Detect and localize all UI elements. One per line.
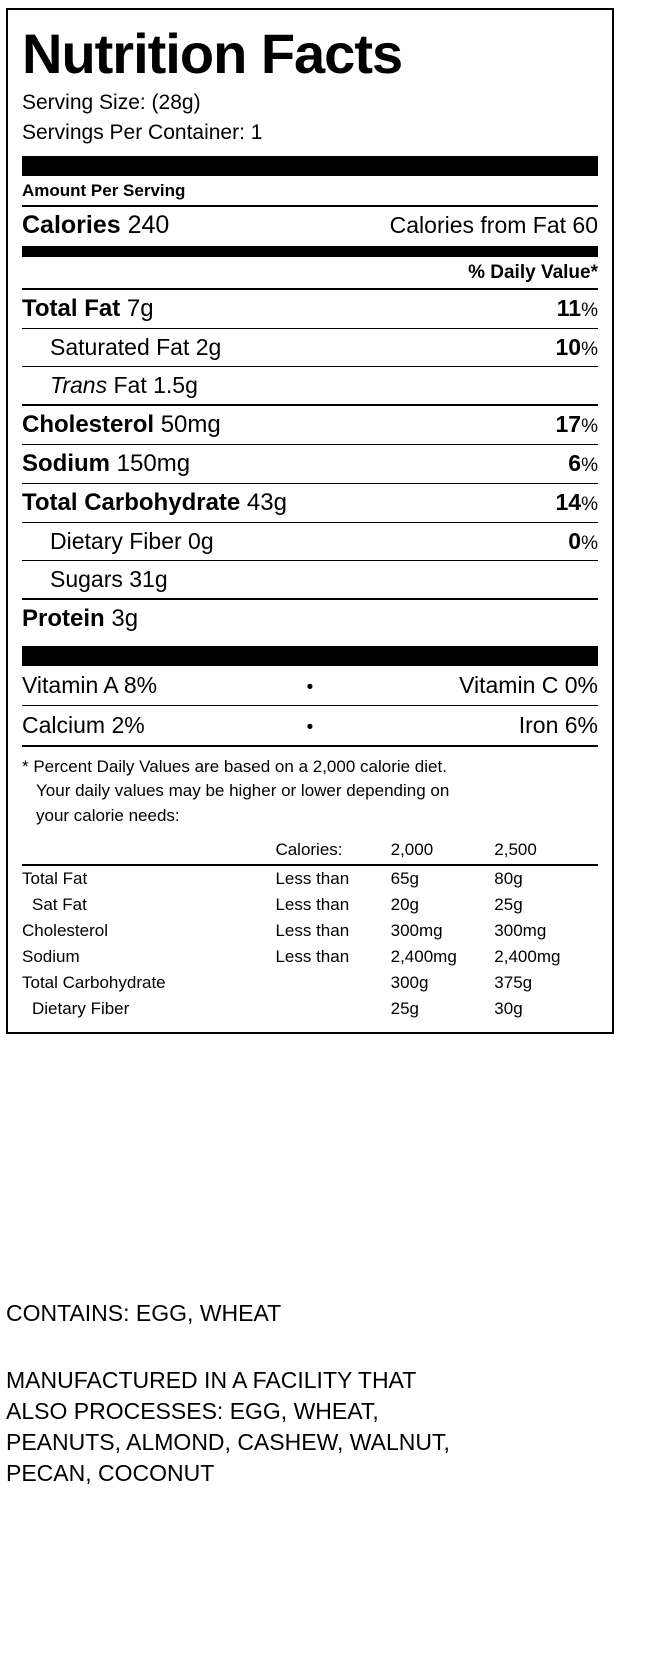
dv-row-label: Total Fat <box>22 868 88 888</box>
daily-value-footnote <box>22 747 598 831</box>
dv-row-label: Dietary Fiber <box>32 998 130 1018</box>
dv-row-2500: 300mg <box>494 920 547 940</box>
bullet-separator-icon: • <box>306 676 314 698</box>
table-row <box>22 865 598 892</box>
nutrient-name-cell <box>22 450 190 478</box>
serving-size: Serving Size: (28g) <box>22 91 201 114</box>
dv-row-2500: 30g <box>494 998 523 1018</box>
nutrient-name: Saturated Fat <box>50 333 190 360</box>
daily-values-table <box>22 837 598 1022</box>
vitamin-row-1 <box>22 666 598 705</box>
nutrient-amount: 3g <box>111 604 139 632</box>
nutrient-row-saturated-fat <box>22 329 598 366</box>
dv-row-2000: 65g <box>390 868 419 888</box>
nutrient-name-cell <box>22 295 154 323</box>
nutrient-name-cell <box>50 372 198 399</box>
nutrient-dv-cell <box>557 295 598 322</box>
calories-value: 240 <box>127 210 170 239</box>
dv-row-2500: 2,400mg <box>494 946 561 966</box>
nutrient-row-sodium <box>22 445 598 483</box>
nutrient-amount: 0g <box>188 527 214 554</box>
nutrient-row-sugars <box>22 561 598 598</box>
nutrient-dv: 0 <box>568 527 582 554</box>
nutrient-name: Protein <box>22 604 105 632</box>
nutrition-facts-panel <box>6 8 614 1034</box>
nutrient-dv-cell <box>568 450 598 477</box>
daily-value-header: % Daily Value* <box>468 261 598 283</box>
calories-row <box>22 207 598 246</box>
nutrient-name-cell <box>22 605 138 633</box>
calories-label: Calories <box>22 210 121 239</box>
nutrient-dv-cell <box>556 411 599 438</box>
nutrient-dv-cell <box>568 528 598 555</box>
nutrient-dv: 10 <box>555 333 582 360</box>
nutrient-amount: 31g <box>129 565 168 592</box>
facility-line-1: MANUFACTURED IN A FACILITY THAT <box>6 1367 417 1393</box>
vitamin-row-2 <box>22 706 598 745</box>
nutrient-dv: 6 <box>568 449 582 476</box>
nutrient-name: Dietary Fiber <box>50 527 182 554</box>
nutrient-row-protein <box>22 600 598 638</box>
dv-row-less: Less than <box>275 920 350 940</box>
nutrient-name-cell <box>50 334 221 361</box>
nutrient-dv: 11 <box>556 294 582 321</box>
dv-row-2500: 375g <box>494 972 533 992</box>
dv-header-2000: 2,000 <box>391 837 495 865</box>
nutrient-name: Total Fat <box>22 294 121 322</box>
dv-row-2500: 80g <box>494 868 523 888</box>
dv-row-label: Cholesterol <box>22 920 108 940</box>
percent-sign: % <box>581 338 598 360</box>
table-row <box>22 996 598 1022</box>
page-title: Nutrition Facts <box>22 22 403 85</box>
nutrient-dv: 14 <box>555 488 582 515</box>
divider-medium-1 <box>22 246 598 257</box>
dv-row-label: Total Carbohydrate <box>22 972 166 992</box>
nutrient-name-cell <box>22 411 221 439</box>
dv-row-less: Less than <box>275 946 350 966</box>
divider-thick-bottom <box>22 646 598 666</box>
table-row <box>22 944 598 970</box>
dv-header-calories: Calories: <box>275 837 390 865</box>
dv-row-2000: 300mg <box>390 920 443 940</box>
nutrient-dv: 17 <box>555 410 582 437</box>
nutrient-amount: Fat 1.5g <box>113 371 198 398</box>
table-row <box>22 892 598 918</box>
footnote-line-3: your calorie needs: <box>36 805 180 825</box>
dv-header-2500: 2,500 <box>494 837 598 865</box>
divider-thick-top <box>22 156 598 176</box>
nutrient-amount: 7g <box>126 294 154 322</box>
nutrient-name: Cholesterol <box>22 410 155 438</box>
dv-row-2000: 20g <box>390 894 419 914</box>
nutrient-row-trans-fat <box>22 367 598 404</box>
servings-per-container: Servings Per Container: 1 <box>22 120 263 144</box>
facility-line-2: ALSO PROCESSES: EGG, WHEAT, <box>6 1398 379 1425</box>
dv-row-2000: 300g <box>390 972 429 992</box>
nutrient-row-total-fat <box>22 290 598 328</box>
nutrient-amount: 43g <box>246 488 287 516</box>
nutrient-dv-cell <box>556 489 599 516</box>
dv-row-2000: 25g <box>390 998 419 1018</box>
dv-row-2500: 25g <box>494 894 523 914</box>
table-row-header <box>22 837 598 865</box>
footnote-line-2: Your daily values may be higher or lower depending on <box>36 781 450 801</box>
iron: Iron 6% <box>518 711 598 738</box>
dv-row-label: Sodium <box>22 946 80 966</box>
nutrient-row-dietary-fiber <box>22 523 598 560</box>
footnote-line-1: * Percent Daily Values are based on a 2,000 calorie diet. <box>22 756 447 776</box>
nutrient-name: Trans <box>50 371 108 398</box>
percent-sign: % <box>581 415 598 437</box>
nutrient-name: Sodium <box>22 449 110 477</box>
vitamin-c: Vitamin C 0% <box>459 671 598 698</box>
nutrient-amount: 150mg <box>116 449 191 477</box>
bullet-separator-icon: • <box>306 716 314 738</box>
nutrient-row-total-carbohydrate <box>22 484 598 522</box>
dv-row-2000: 2,400mg <box>390 946 457 966</box>
percent-sign: % <box>581 299 598 321</box>
nutrient-row-cholesterol <box>22 406 598 444</box>
dv-row-less: Less than <box>275 868 350 888</box>
percent-sign: % <box>581 532 598 554</box>
percent-sign: % <box>581 493 598 515</box>
amount-per-serving-label: Amount Per Serving <box>22 180 186 200</box>
percent-sign: % <box>581 454 598 476</box>
table-row <box>22 970 598 996</box>
dv-header-label <box>22 837 275 865</box>
allergen-contains-statement: CONTAINS: EGG, WHEAT <box>6 1300 282 1326</box>
nutrient-name-cell <box>50 528 214 555</box>
calories-from-fat: Calories from Fat 60 <box>389 211 598 238</box>
nutrient-name: Sugars <box>50 565 123 592</box>
dv-row-less <box>275 996 390 1022</box>
nutrient-name-cell <box>22 489 287 517</box>
nutrient-amount: 2g <box>195 333 222 360</box>
facility-line-4: PECAN, COCONUT <box>6 1460 215 1487</box>
dv-row-less <box>275 970 390 996</box>
table-row <box>22 918 598 944</box>
nutrient-name-cell <box>50 566 168 593</box>
nutrient-amount: 50mg <box>160 410 221 438</box>
dv-row-less: Less than <box>275 894 350 914</box>
vitamin-a: Vitamin A 8% <box>22 671 158 698</box>
calories-left <box>22 211 169 240</box>
dv-row-label: Sat Fat <box>32 894 87 914</box>
facility-line-3: PEANUTS, ALMOND, CASHEW, WALNUT, <box>6 1429 450 1456</box>
calcium: Calcium 2% <box>22 711 145 738</box>
allergen-facility-statement <box>6 1365 620 1489</box>
nutrient-name: Total Carbohydrate <box>22 488 241 516</box>
nutrient-dv-cell <box>556 334 599 361</box>
